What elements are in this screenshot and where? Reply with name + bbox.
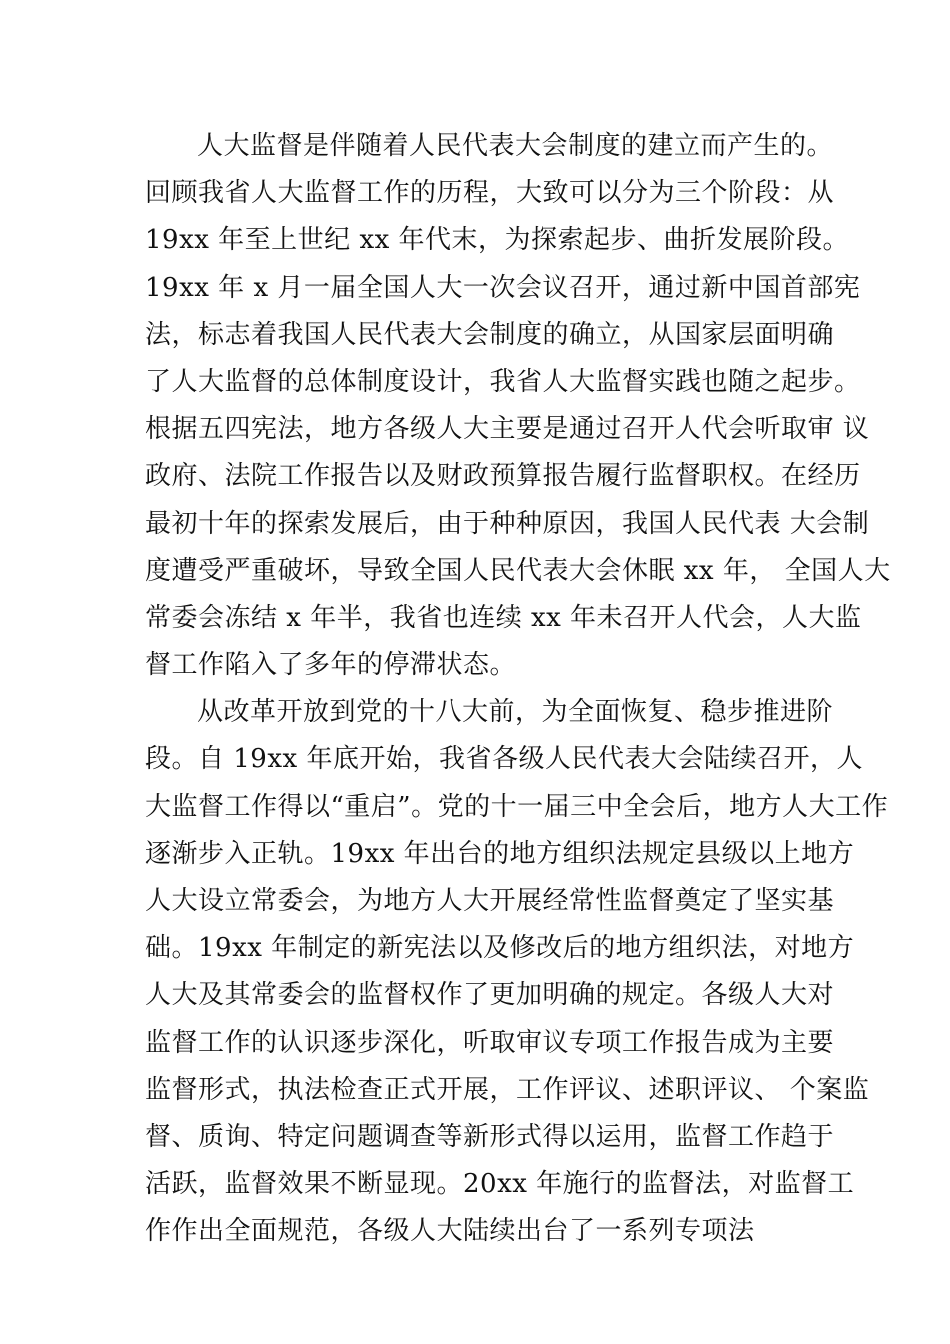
text-line: 人大设立常委会，为地方人大开展经常性监督奠定了坚实基 <box>145 886 835 916</box>
text-line: 作作出全面规范，各级人大陆续出台了一系列专项法 <box>145 1216 755 1247</box>
text-line: 19xx 年 x 月一届全国人大一次会议召开，通过新中国首部宪 <box>145 272 861 303</box>
text-line: 了人大监督的总体制度设计，我省人大监督实践也随之起步。 <box>145 366 861 397</box>
text-line: 度遭受严重破坏，导致全国人民代表大会休眠 xx 年， 全国人大 <box>145 555 891 586</box>
text-line: 法，标志着我国人民代表大会制度的确立，从国家层面明确 <box>145 319 835 350</box>
text-line: 逐渐步入正轨。19xx 年出台的地方组织法规定县级以上地方 <box>145 838 855 869</box>
text-line: 大监督工作得以“重启”。党的十一届三中全会后，地方人大工作 <box>145 791 889 822</box>
body-text <box>145 123 891 1256</box>
text-line: 活跃，监督效果不断显现。20xx 年施行的监督法，对监督工 <box>145 1169 855 1200</box>
text-line: 人大监督是伴随着人民代表大会制度的建立而产生的。 <box>197 131 834 161</box>
text-line: 督工作陷入了多年的停滞状态。 <box>145 650 517 681</box>
text-line: 回顾我省人大监督工作的历程，大致可以分为三个阶段：从 <box>145 178 835 209</box>
text-line: 督、质询、特定问题调查等新形式得以运用，监督工作趋于 <box>145 1121 835 1152</box>
text-line: 19xx 年至上世纪 xx 年代末，为探索起步、曲折发展阶段。 <box>145 225 850 256</box>
text-line: 监督形式，执法检查正式开展，工作评议、述职评议、 个案监 <box>145 1074 870 1105</box>
text-line: 根据五四宪法，地方各级人大主要是通过召开人代会听取审 议 <box>145 414 870 445</box>
paragraph-2 <box>145 689 889 1255</box>
text-line: 最初十年的探索发展后，由于种种原因，我国人民代表 大会制 <box>145 508 870 539</box>
text-line: 监督工作的认识逐步深化，听取审议专项工作报告成为主要 <box>145 1027 835 1058</box>
text-line: 人大及其常委会的监督权作了更加明确的规定。各级人大对 <box>145 980 835 1011</box>
paragraph-1 <box>145 123 891 689</box>
text-line: 从改革开放到党的十八大前，为全面恢复、稳步推进阶 <box>197 697 834 728</box>
text-line: 段。自 19xx 年底开始，我省各级人民代表大会陆续召开，人 <box>145 744 863 775</box>
text-line: 常委会冻结 x 年半，我省也连续 xx 年未召开人代会，人大监 <box>145 602 862 633</box>
text-line: 政府、法院工作报告以及财政预算报告履行监督职权。在经历 <box>145 461 861 492</box>
text-line: 础。19xx 年制定的新宪法以及修改后的地方组织法，对地方 <box>145 933 855 964</box>
